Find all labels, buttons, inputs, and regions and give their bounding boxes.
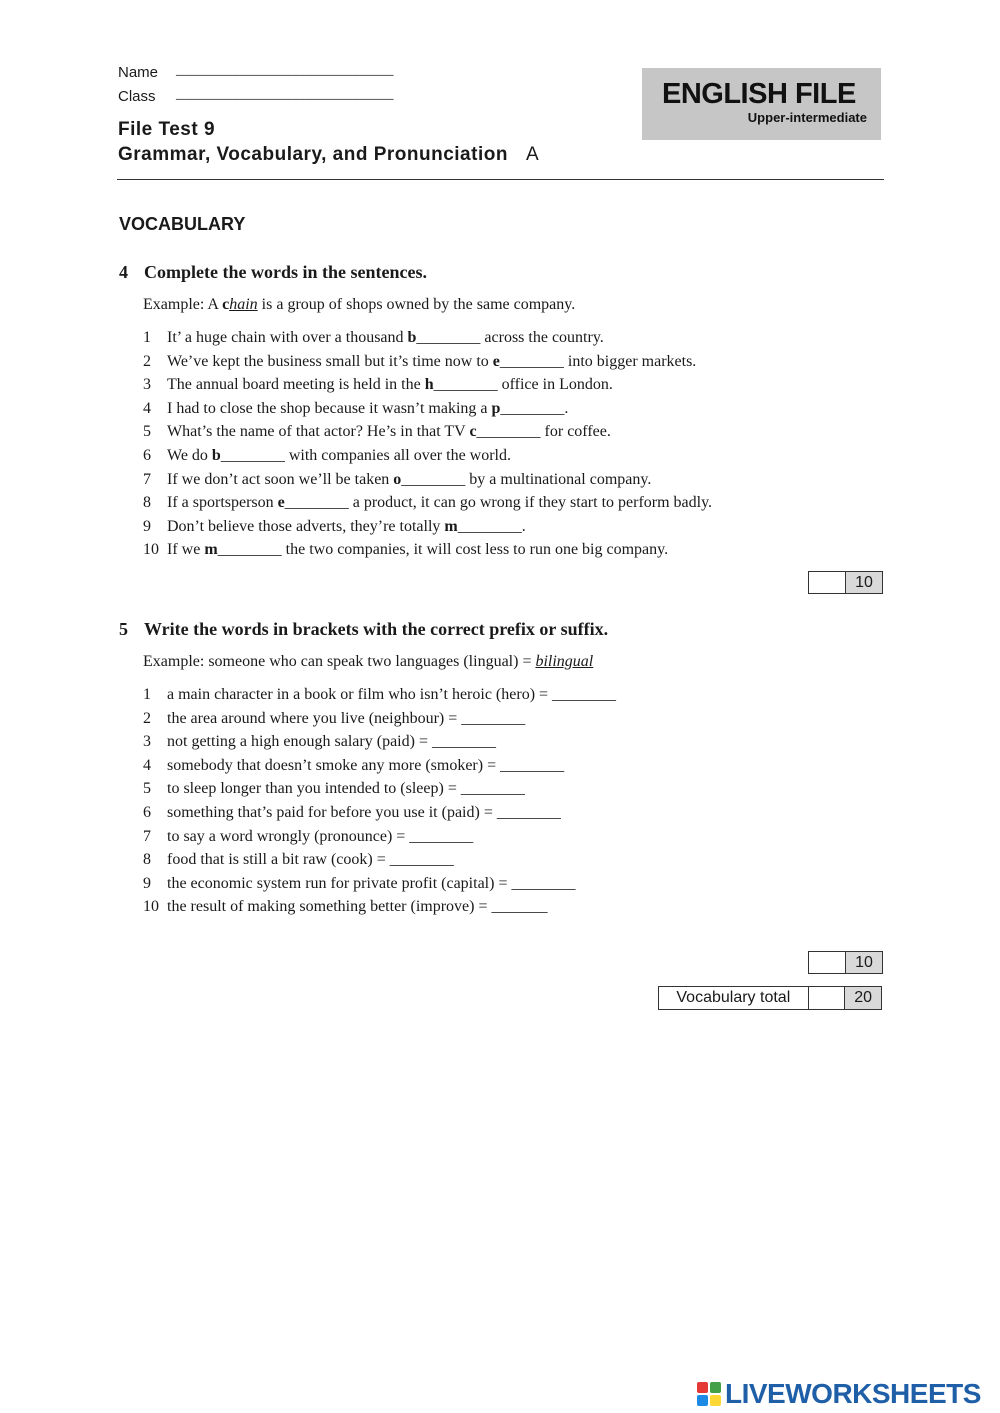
example-answer: hain (229, 296, 258, 313)
question-5-item (143, 803, 616, 827)
item-first-letter: m (204, 541, 218, 559)
item-answer-blank[interactable]: ________ office in London. (433, 376, 613, 394)
question-4-items (143, 328, 712, 564)
question-4-item (143, 470, 712, 494)
question-number: 4 (119, 262, 128, 282)
class-field[interactable]: _____________________________ (176, 86, 394, 102)
item-answer-blank[interactable]: ________ into bigger markets. (499, 352, 697, 370)
item-text[interactable]: not getting a high enough salary (paid) = ________ (167, 733, 496, 751)
item-answer-blank[interactable]: ________ a product, it can go wrong if they start to perform badly. (284, 494, 713, 512)
example-suffix: is a group of shops owned by the same company. (257, 296, 576, 313)
question-5-item (143, 827, 616, 851)
item-answer-blank[interactable]: ________ with companies all over the world. (220, 446, 511, 464)
item-answer-blank[interactable]: ________ the two companies, it will cost less to run one big company. (217, 541, 669, 559)
question-4-item (143, 375, 712, 399)
question-text: Write the words in brackets with the correct prefix or suffix. (144, 619, 609, 639)
item-text[interactable]: the result of making something better (improve) = _______ (167, 898, 548, 916)
question-5-items (143, 685, 616, 921)
question-5-item (143, 779, 616, 803)
item-number: 5 (143, 780, 151, 798)
question-5-item (143, 850, 616, 874)
item-number: 1 (143, 686, 151, 703)
item-number: 7 (143, 470, 151, 488)
item-answer-blank[interactable]: ________ by a multinational company. (401, 470, 652, 488)
question-5-item (143, 756, 616, 780)
question-number: 5 (119, 619, 128, 639)
item-number: 8 (143, 494, 151, 512)
question-4-item (143, 399, 712, 423)
class-label: Class (118, 88, 156, 105)
item-text-before: It’ a huge chain with over a thousand (167, 329, 408, 346)
version-letter: A (525, 144, 540, 165)
item-number: 6 (143, 803, 151, 821)
section-title: VOCABULARY (119, 214, 246, 234)
header-divider (117, 179, 884, 180)
item-number: 4 (143, 756, 151, 774)
item-first-letter: o (393, 470, 402, 488)
item-first-letter: b (407, 329, 417, 346)
item-text-before: I had to close the shop because it wasn’t making a (167, 399, 492, 417)
question-4-score-box (808, 571, 883, 594)
question-4-heading (119, 262, 427, 283)
item-text[interactable]: somebody that doesn’t smoke any more (smoker) = ________ (167, 756, 565, 774)
item-first-letter: e (492, 352, 500, 370)
item-text-before: Don’t believe those adverts, they’re totally (167, 517, 445, 535)
item-number: 2 (143, 709, 151, 727)
item-first-letter: b (211, 446, 221, 464)
question-5-item (143, 709, 616, 733)
question-5-item (143, 897, 616, 921)
item-number: 1 (143, 329, 151, 346)
example-prefix: Example: someone who can speak two languages (lingual) = (143, 653, 536, 670)
question-4-item (143, 493, 712, 517)
score-max: 10 (846, 572, 882, 593)
question-5-example (143, 653, 593, 671)
example-answer: bilingual (535, 653, 594, 670)
item-number: 7 (143, 827, 151, 845)
brand-level: Upper-intermediate (747, 110, 867, 125)
item-number: 10 (143, 541, 159, 559)
item-first-letter: h (424, 376, 434, 394)
item-text-before: We do (167, 446, 212, 464)
item-number: 9 (143, 517, 151, 535)
question-5-item (143, 685, 616, 709)
item-text[interactable]: a main character in a book or film who isn’t heroic (hero) = ________ (167, 686, 617, 703)
question-4-item (143, 517, 712, 541)
liveworksheets-icon (697, 1382, 721, 1406)
name-label: Name (118, 64, 159, 81)
item-text-before: The annual board meeting is held in the (167, 376, 425, 394)
item-answer-blank[interactable]: ________ for coffee. (476, 423, 611, 441)
total-input[interactable] (809, 987, 846, 1009)
item-number: 6 (143, 446, 151, 464)
question-4-item (143, 328, 712, 352)
question-5-score-box (808, 951, 883, 974)
item-text[interactable]: to sleep longer than you intended to (sleep) = ________ (167, 780, 525, 798)
item-number: 8 (143, 851, 151, 869)
vocabulary-total-box (658, 986, 882, 1010)
subtitle: Grammar, Vocabulary, and Pronunciation (118, 144, 508, 165)
question-5-item (143, 874, 616, 898)
question-5-item (143, 732, 616, 756)
item-answer-blank[interactable]: ________ across the country. (416, 329, 604, 346)
item-text-before: We’ve kept the business small but it’s time now to (167, 352, 493, 370)
english-file-logo (642, 68, 881, 140)
total-label: Vocabulary total (659, 987, 809, 1009)
item-first-letter: e (277, 494, 285, 512)
item-first-letter: c (469, 423, 477, 441)
question-4-item (143, 422, 712, 446)
score-input[interactable] (809, 572, 846, 593)
item-text-before: If a sportsperson (167, 494, 278, 512)
item-first-letter: p (491, 399, 501, 417)
item-number: 10 (143, 898, 159, 916)
question-4-item (143, 540, 712, 564)
name-field[interactable]: _____________________________ (176, 62, 394, 78)
question-4-item (143, 352, 712, 376)
question-4-example (143, 296, 575, 314)
example-prefix: Example: A (143, 296, 223, 313)
liveworksheets-logo (697, 1376, 981, 1412)
file-test-title: File Test 9 (118, 119, 216, 140)
item-answer-blank[interactable]: ________. (457, 517, 526, 535)
item-answer-blank[interactable]: ________. (500, 399, 569, 417)
item-number: 9 (143, 874, 151, 892)
item-text-before: If we don’t act soon we’ll be taken (167, 470, 394, 488)
item-text-before: If we (167, 541, 205, 559)
item-number: 4 (143, 399, 151, 417)
item-number: 2 (143, 352, 151, 370)
item-text[interactable]: the economic system run for private profit (capital) = ________ (167, 874, 576, 892)
item-number: 3 (143, 376, 151, 394)
item-text[interactable]: the area around where you live (neighbour) = ________ (167, 709, 526, 727)
liveworksheets-wordmark: LIVEWORKSHEETS (725, 1378, 981, 1409)
item-number: 5 (143, 423, 151, 441)
question-text: Complete the words in the sentences. (144, 262, 427, 282)
item-number: 3 (143, 733, 151, 751)
item-text[interactable]: something that’s paid for before you use it (paid) = ________ (167, 803, 561, 821)
item-text[interactable]: to say a word wrongly (pronounce) = ________ (167, 827, 474, 845)
total-max: 20 (845, 987, 881, 1009)
item-text[interactable]: food that is still a bit raw (cook) = ________ (167, 851, 454, 869)
page-title (118, 144, 539, 166)
question-5-heading (119, 619, 608, 640)
brand-main: ENGLISH FILE (662, 78, 856, 110)
item-text-before: What’s the name of that actor? He’s in that TV (167, 423, 470, 441)
score-input[interactable] (809, 952, 846, 973)
score-max: 10 (846, 952, 882, 973)
item-first-letter: m (444, 517, 458, 535)
question-4-item (143, 446, 712, 470)
example-letter: c (222, 296, 230, 313)
